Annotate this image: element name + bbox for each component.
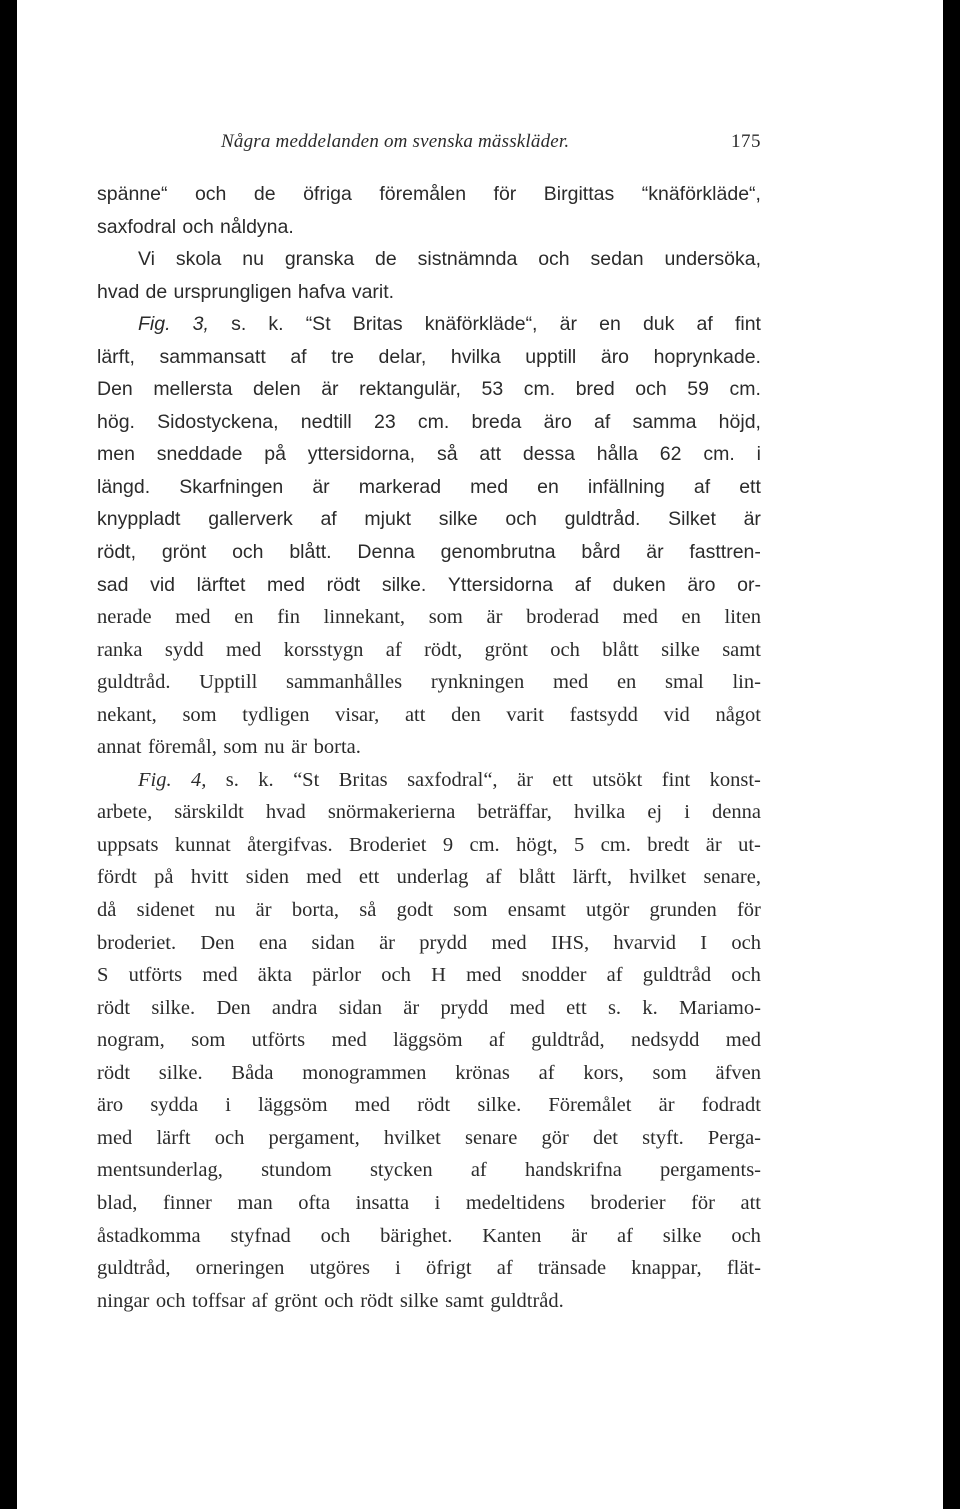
text-line: rödt silke. Den andra sidan är prydd med ett s. k. Mariamo- xyxy=(97,996,761,1019)
text-line: guldtråd. Upptill sammanhålles rynkningen med en smal lin- xyxy=(97,671,761,694)
running-head-title: Några meddelanden om svenska mässkläder. xyxy=(221,131,570,152)
text-line: ningar och toffsar af grönt och rödt silke samt guldtråd. xyxy=(97,1289,564,1312)
text-line: saxfodral och nåldyna. xyxy=(97,215,294,238)
text-line: ranka sydd med korsstygn af rödt, grönt och blått silke samt xyxy=(97,638,761,661)
text-line: äro sydda i läggsöm med rödt silke. Föremålet är fodradt xyxy=(97,1094,761,1117)
text-line: men sneddade på yttersidorna, så att dessa hålla 62 cm. i xyxy=(97,443,761,466)
text-line: med lärft och pergament, hvilket senare gör det styft. Perga- xyxy=(97,1126,761,1149)
text-line: knyppladt gallerverk af mjukt silke och guldtråd. Silket är xyxy=(97,508,761,531)
text-line: nekant, som tydligen visar, att den varit fastsydd vid något xyxy=(97,703,761,726)
text-line: sad vid lärftet med rödt silke. Yttersidorna af duken äro or- xyxy=(97,573,761,596)
text-line: fördt på hvitt siden med ett underlag af blått lärft, hvilket senare, xyxy=(97,866,761,889)
text-line: då sidenet nu är borta, så godt som ensamt utgör grunden för xyxy=(97,899,761,922)
body-text xyxy=(97,182,761,1321)
text-line: S utförts med äkta pärlor och H med snodder af guldtråd och xyxy=(97,964,761,987)
text-line: mentsunderlag, stundom stycken af handskrifna pergaments- xyxy=(97,1159,761,1182)
text-line: rödt, grönt och blått. Denna genombrutna bård är fasttren- xyxy=(97,541,761,564)
text-line: blad, finner man ofta insatta i medeltidens broderier för att xyxy=(97,1191,761,1214)
text-line: hög. Sidostyckena, nedtill 23 cm. breda äro af samma höjd, xyxy=(97,410,761,433)
text-line: broderiet. Den ena sidan är prydd med IHS, hvarvid I och xyxy=(97,931,761,954)
text-line: Fig. 4, s. k. “St Britas saxfodral“, är ett utsökt fint konst- xyxy=(138,768,761,791)
page-number: 175 xyxy=(731,131,761,152)
text-line: guldtråd, orneringen utgöres i öfrigt af tränsade knappar, flät- xyxy=(97,1257,761,1280)
text-line: annat föremål, som nu är borta. xyxy=(97,736,361,759)
text-line: nerade med en fin linnekant, som är broderad med en liten xyxy=(97,606,761,629)
text-line: lärft, sammansatt af tre delar, hvilka upptill äro hoprynkade. xyxy=(97,345,761,368)
book-page xyxy=(17,0,943,1509)
running-head xyxy=(97,131,761,157)
text-line: Den mellersta delen är rektangulär, 53 cm. bred och 59 cm. xyxy=(97,378,761,401)
text-line: hvad de ursprungligen hafva varit. xyxy=(97,280,395,303)
text-line: arbete, särskildt hvad snörmakerierna beträffar, hvilka ej i denna xyxy=(97,801,761,824)
text-line: Fig. 3, s. k. “St Britas knäförkläde“, är en duk af fint xyxy=(138,313,761,336)
text-line: uppsats kunnat återgifvas. Broderiet 9 cm. högt, 5 cm. bredt är ut- xyxy=(97,833,761,856)
text-line: Vi skola nu granska de sistnämnda och sedan undersöka, xyxy=(138,248,761,271)
text-line: åstadkomma styfnad och bärighet. Kanten är af silke och xyxy=(97,1224,761,1247)
text-line: nogram, som utförts med läggsöm af guldtråd, nedsydd med xyxy=(97,1029,761,1052)
text-line: spänne“ och de öfriga föremålen för Birgittas “knäförkläde“, xyxy=(97,183,761,205)
text-line: längd. Skarfningen är markerad med en infällning af ett xyxy=(97,475,761,498)
text-line: rödt silke. Båda monogrammen krönas af kors, som äfven xyxy=(97,1061,761,1084)
